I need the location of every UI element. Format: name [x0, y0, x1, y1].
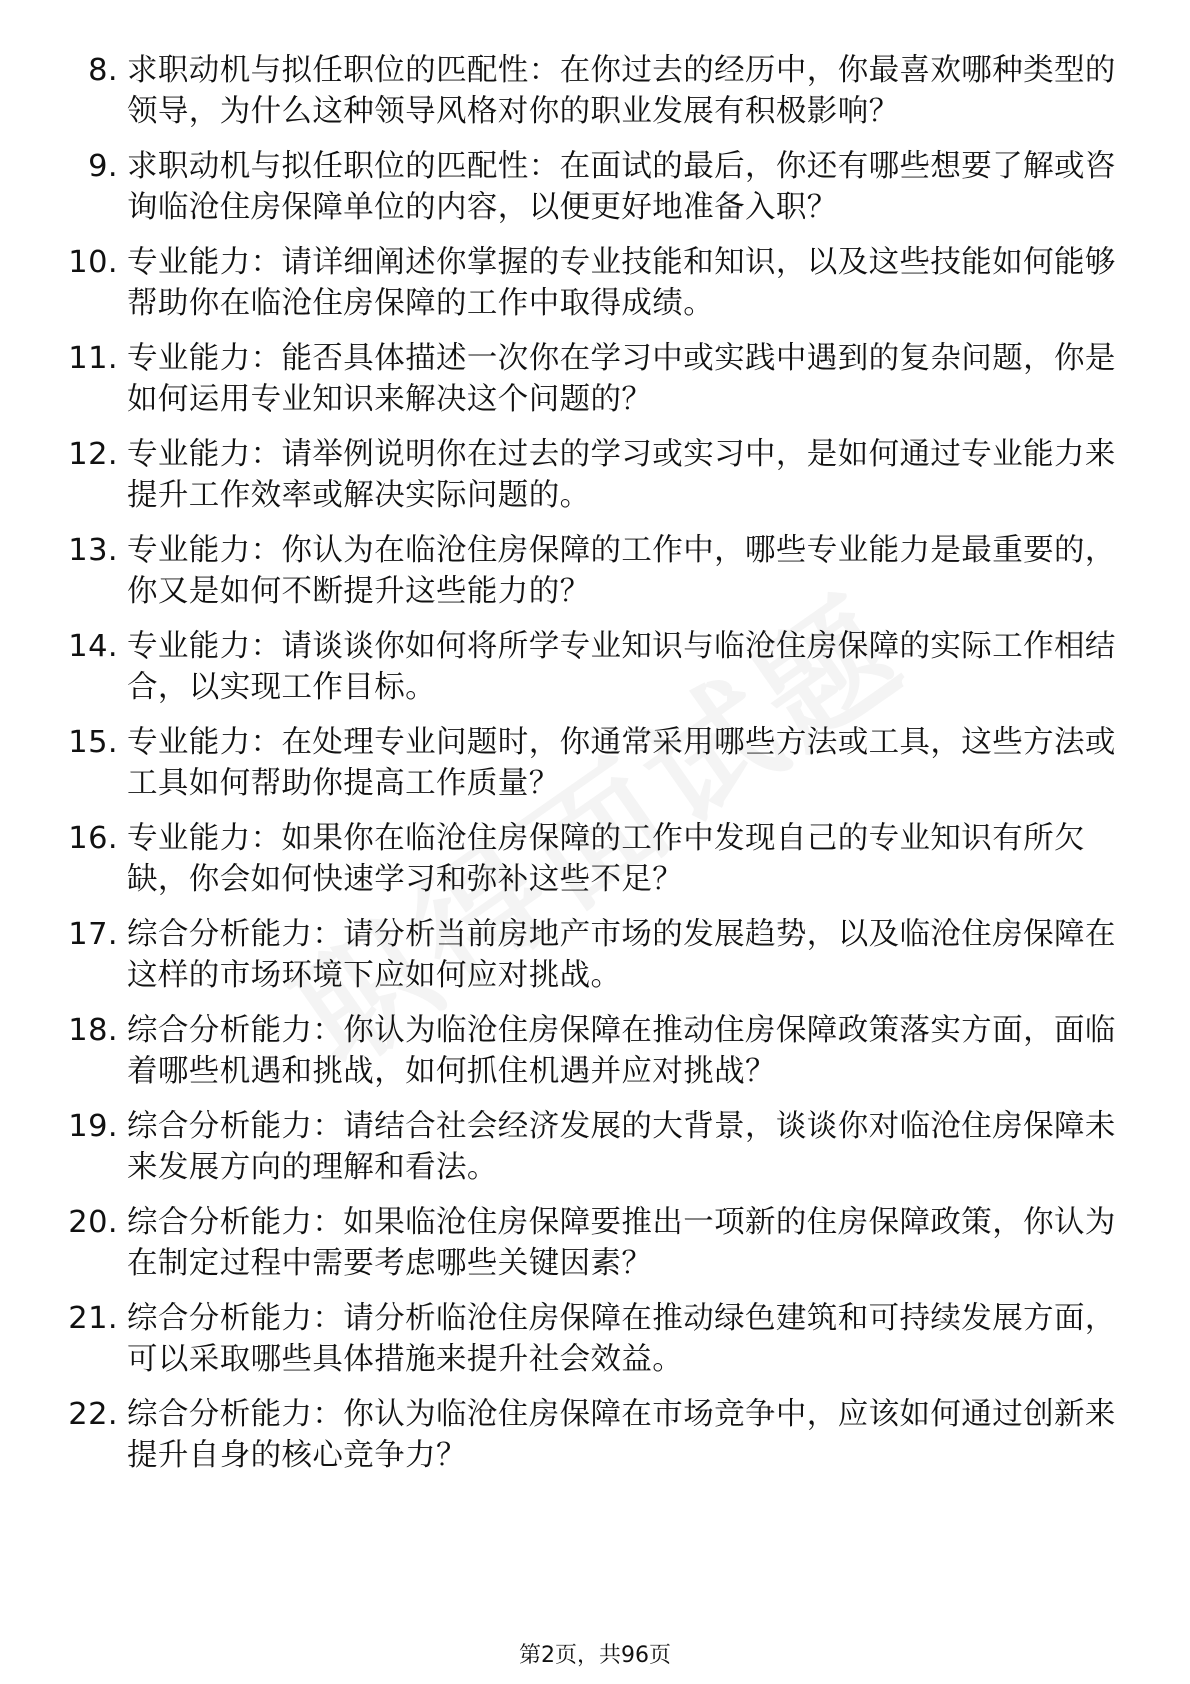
question-item [56, 626, 1116, 708]
question-item [56, 1010, 1116, 1092]
question-text: 综合分析能力：请分析临沧住房保障在推动绿色建筑和可持续发展方面，可以采取哪些具体措施来提升社会效益。 [127, 1301, 1116, 1377]
page-footer: 第2页，共96页 [519, 1643, 671, 1668]
question-text: 专业能力：能否具体描述一次你在学习中或实践中遇到的复杂问题，你是如何运用专业知识来解决这个问题的？ [127, 341, 1116, 417]
question-text: 专业能力：请详细阐述你掌握的专业技能和知识，以及这些技能如何能够帮助你在临沧住房保障的工作中取得成绩。 [127, 245, 1116, 321]
question-text: 求职动机与拟任职位的匹配性：在你过去的经历中，你最喜欢哪种类型的领导，为什么这种领导风格对你的职业发展有积极影响？ [127, 53, 1116, 129]
question-item [56, 1394, 1116, 1476]
question-number: 18. [68, 1013, 118, 1048]
question-item [56, 146, 1116, 228]
question-number: 20. [68, 1205, 118, 1240]
question-text: 综合分析能力：你认为临沧住房保障在推动住房保障政策落实方面，面临着哪些机遇和挑战，如何抓住机遇并应对挑战？ [127, 1013, 1116, 1089]
question-item [56, 242, 1116, 324]
question-text: 专业能力：请谈谈你如何将所学专业知识与临沧住房保障的实际工作相结合，以实现工作目标。 [127, 629, 1116, 705]
question-list [56, 50, 1116, 1490]
question-text: 综合分析能力：你认为临沧住房保障在市场竞争中，应该如何通过创新来提升自身的核心竞争力？ [127, 1397, 1116, 1473]
question-item [56, 1106, 1116, 1188]
question-item [56, 50, 1116, 132]
question-text: 求职动机与拟任职位的匹配性：在面试的最后，你还有哪些想要了解或咨询临沧住房保障单位的内容，以便更好地准备入职？ [127, 149, 1116, 225]
question-number: 8. [88, 53, 118, 88]
question-number: 9. [88, 149, 118, 184]
question-number: 10. [68, 245, 118, 280]
question-text: 综合分析能力：请分析当前房地产市场的发展趋势，以及临沧住房保障在这样的市场环境下应如何应对挑战。 [127, 917, 1116, 993]
question-number: 11. [68, 341, 118, 376]
question-number: 17. [68, 917, 118, 952]
question-number: 16. [68, 821, 118, 856]
question-number: 22. [68, 1397, 118, 1432]
question-text: 综合分析能力：请结合社会经济发展的大背景，谈谈你对临沧住房保障未来发展方向的理解和看法。 [127, 1109, 1116, 1185]
question-item [56, 1298, 1116, 1380]
question-text: 专业能力：请举例说明你在过去的学习或实习中，是如何通过专业能力来提升工作效率或解决实际问题的。 [127, 437, 1116, 513]
question-number: 14. [68, 629, 118, 664]
question-text: 专业能力：如果你在临沧住房保障的工作中发现自己的专业知识有所欠缺，你会如何快速学习和弥补这些不足？ [127, 821, 1085, 897]
question-number: 21. [68, 1301, 118, 1336]
question-number: 15. [68, 725, 118, 760]
question-number: 19. [68, 1109, 118, 1144]
question-item [56, 338, 1116, 420]
question-item [56, 914, 1116, 996]
question-item [56, 818, 1116, 900]
question-item [56, 722, 1116, 804]
question-number: 12. [68, 437, 118, 472]
question-item [56, 1202, 1116, 1284]
question-text: 专业能力：你认为在临沧住房保障的工作中，哪些专业能力是最重要的，你又是如何不断提升这些能力的？ [127, 533, 1116, 609]
question-item [56, 530, 1116, 612]
question-item [56, 434, 1116, 516]
question-text: 专业能力：在处理专业问题时，你通常采用哪些方法或工具，这些方法或工具如何帮助你提高工作质量？ [127, 725, 1116, 801]
question-text: 综合分析能力：如果临沧住房保障要推出一项新的住房保障政策，你认为在制定过程中需要考虑哪些关键因素？ [127, 1205, 1116, 1281]
question-number: 13. [68, 533, 118, 568]
